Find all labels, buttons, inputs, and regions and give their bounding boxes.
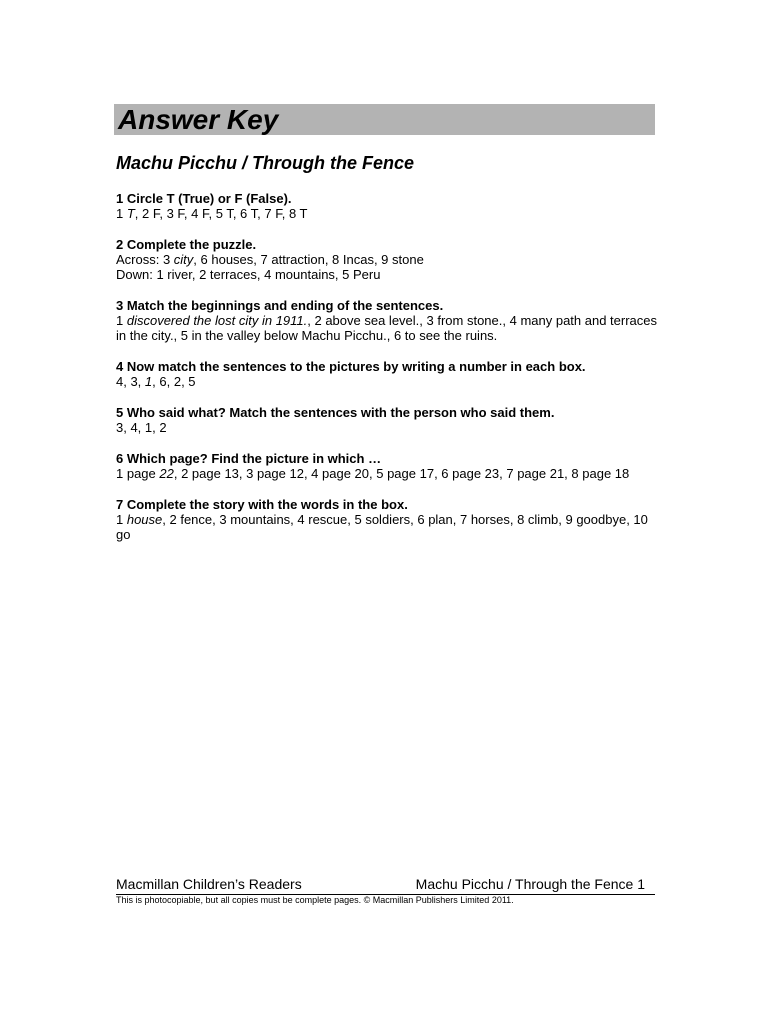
exercise-3-question: 3 Match the beginnings and ending of the sentences.: [116, 298, 444, 313]
answer-italic-text: city: [173, 252, 194, 267]
answer-text: 1: [116, 206, 127, 221]
answer-text: 4, 3,: [116, 374, 145, 389]
answer-text: , 2 F, 3 F, 4 F, 5 T, 6 T, 7 F, 8 T: [134, 206, 308, 221]
footer-publisher: Macmillan Children’s Readers: [116, 876, 302, 892]
exercise-7: [116, 497, 661, 542]
answer-text: 3, 4, 1, 2: [116, 420, 167, 435]
exercise-2-answer-down: [116, 267, 661, 282]
answer-italic-text: T: [126, 206, 135, 221]
exercise-1-answer: [116, 206, 661, 221]
answer-text: Across: 3: [116, 252, 174, 267]
exercise-7-answer: [116, 512, 661, 542]
exercise-3-answer: [116, 313, 661, 343]
answer-text: , 6 houses, 7 attraction, 8 Incas, 9 stone: [193, 252, 424, 267]
exercise-5: [116, 405, 661, 435]
book-title: Machu Picchu / Through the Fence: [116, 153, 415, 173]
exercise-2: [116, 237, 661, 282]
answer-italic-text: house: [126, 512, 163, 527]
footer: [116, 876, 655, 895]
exercise-6-question: 6 Which page? Find the picture in which …: [116, 451, 382, 466]
exercise-1-question: 1 Circle T (True) or F (False).: [116, 191, 292, 206]
answer-text: , 2 fence, 3 mountains, 4 rescue, 5 soldiers, 6 plan, 7 horses, 8 climb, 9 goodbye, 10 go: [116, 512, 648, 542]
exercise-2-question: 2 Complete the puzzle.: [116, 237, 257, 252]
answer-text: , 2 page 13, 3 page 12, 4 page 20, 5 page 17, 6 page 23, 7 page 21, 8 page 18: [173, 466, 630, 481]
exercise-1: [116, 191, 661, 221]
answer-italic-text: 22: [159, 466, 174, 481]
exercise-3: [116, 298, 661, 343]
answer-text: 1: [116, 313, 127, 328]
answer-italic-text: 1: [144, 374, 153, 389]
answer-text: 1 page: [116, 466, 160, 481]
answer-text: , 6, 2, 5: [152, 374, 196, 389]
title-bar: [114, 104, 655, 135]
exercise-4-answer: [116, 374, 661, 389]
exercise-5-question: 5 Who said what? Match the sentences with the person who said them.: [116, 405, 555, 420]
exercise-2-answer-across: [116, 252, 661, 267]
page-title: Answer Key: [118, 104, 279, 135]
exercise-5-answer: [116, 420, 661, 435]
answer-text: Down: 1 river, 2 terraces, 4 mountains, 5 Peru: [116, 267, 381, 282]
exercise-4-question: 4 Now match the sentences to the pictures by writing a number in each box.: [116, 359, 586, 374]
answer-text: , 2 above sea level., 3 from stone., 4 many path and terraces in the city., 5 in the valley below Machu Picchu., 6 to see the ruins.: [116, 313, 658, 343]
footer-book-page: Machu Picchu / Through the Fence 1: [415, 876, 645, 892]
copyright-note: This is photocopiable, but all copies must be complete pages. © Macmillan Publishers Limited 2011.: [116, 895, 514, 905]
exercise-6: [116, 451, 661, 481]
answer-text: 1: [116, 512, 127, 527]
exercise-7-question: 7 Complete the story with the words in the box.: [116, 497, 408, 512]
exercise-6-answer: [116, 466, 661, 481]
answer-italic-text: discovered the lost city in 1911.: [126, 313, 308, 328]
exercise-4: [116, 359, 661, 389]
